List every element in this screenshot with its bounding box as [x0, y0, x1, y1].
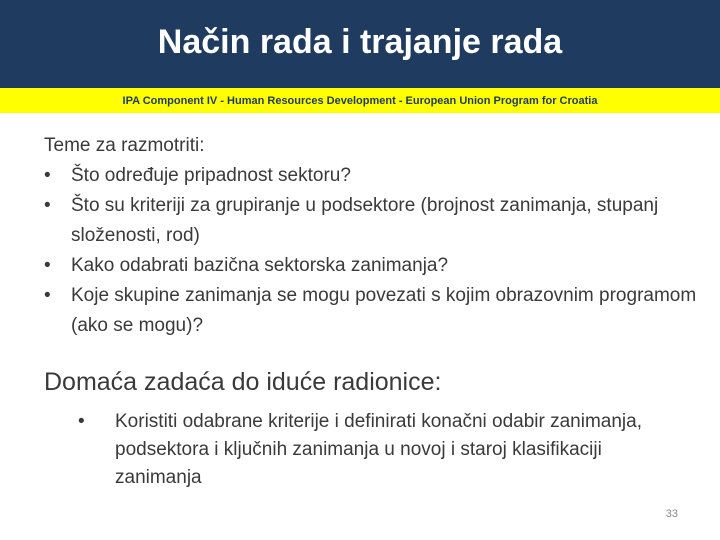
homework-heading: Domaća zadaća do iduće radionice:	[44, 368, 442, 396]
list-item	[44, 281, 704, 341]
homework-text: Koristiti odabrane kriterije i definirati konačni odabir zanimanja, podsektora i ključnih zanimanja u novoj i staroj klasifikaciji zanimanja	[115, 411, 642, 488]
homework-item	[78, 408, 658, 492]
subtitle-bar	[0, 88, 720, 113]
topic-text: Što su kriteriji za grupiranje u podsektore (brojnost zanimanja, stupanj složenosti, rod)	[71, 195, 659, 246]
list-item	[44, 191, 704, 251]
program-subtitle: IPA Component IV - Human Resources Development - European Union Program for Croatia	[122, 94, 598, 107]
topics-heading: Teme za razmotriti:	[44, 135, 205, 156]
topic-text: Što određuje pripadnost sektoru?	[71, 165, 351, 186]
page-number: 33	[665, 508, 678, 520]
topics-list	[44, 161, 704, 341]
bullet-icon: •	[44, 195, 51, 216]
bullet-icon: •	[44, 165, 51, 186]
list-item	[44, 161, 704, 191]
topics-section	[44, 131, 704, 341]
list-item	[44, 251, 704, 281]
topic-text: Kako odabrati bazična sektorska zanimanja?	[71, 255, 449, 276]
bullet-icon: •	[44, 255, 51, 276]
bullet-icon: •	[44, 285, 51, 306]
slide-title: Način rada i trajanje rada	[157, 22, 563, 61]
bullet-icon: •	[78, 411, 85, 432]
title-bar	[0, 0, 720, 88]
topic-text: Koje skupine zanimanja se mogu povezati s kojim obrazovnim programom (ako se mogu)?	[71, 285, 697, 336]
